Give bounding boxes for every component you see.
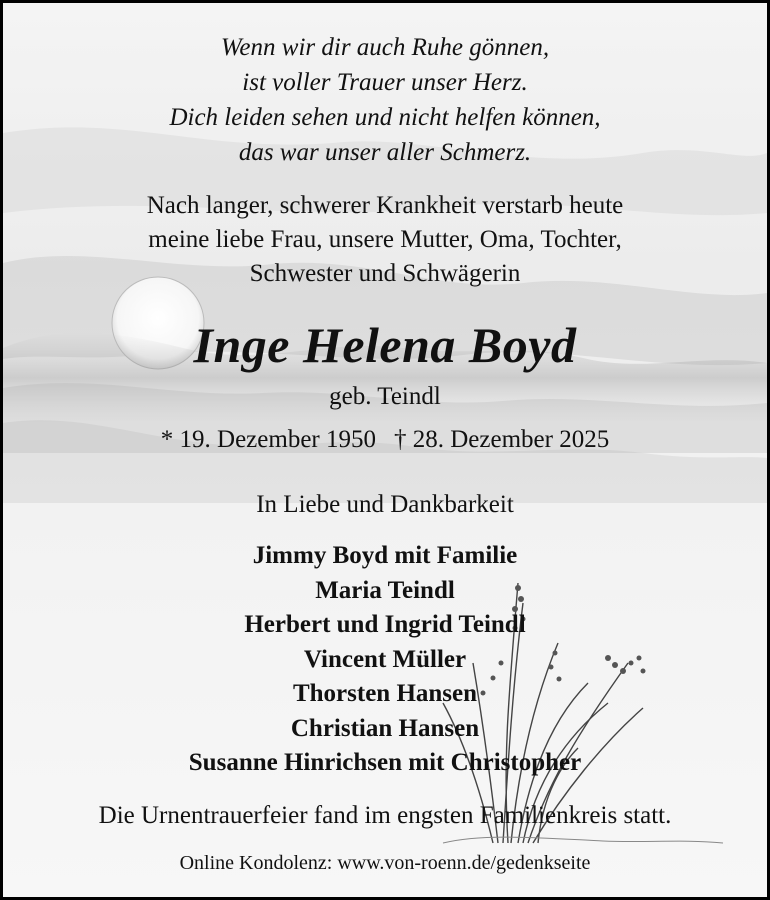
mourner-item: Jimmy Boyd mit Familie <box>252 542 518 569</box>
mourner-item: Thorsten Hansen <box>292 680 478 707</box>
online-condolence: Online Kondolenz: www.von-roenn.de/gedenkseite <box>179 852 591 874</box>
announcement-line: Schwester und Schwägerin <box>249 260 521 287</box>
mourner-item: Susanne Hinrichsen mit Christopher <box>188 749 582 776</box>
ceremony-note: Die Urnentrauerfeier fand im engsten Familienkreis statt. <box>98 802 672 829</box>
mourner-item: Vincent Müller <box>303 645 467 673</box>
mourner-item: Maria Teindl <box>315 576 455 604</box>
life-dates <box>3 423 767 457</box>
gratitude-line: In Liebe und Dankbarkeit <box>256 491 514 518</box>
birth-date: * 19. Dezember 1950 <box>160 426 376 453</box>
mourner-item: Herbert und Ingrid Teindl <box>244 611 526 638</box>
mourners-list <box>3 539 767 781</box>
maiden-name: geb. Teindl <box>329 383 441 410</box>
poem-line: ist voller Trauer unser Herz. <box>242 69 528 96</box>
death-announcement <box>3 189 767 291</box>
poem-line: Wenn wir dir auch Ruhe gönnen, <box>220 34 550 61</box>
memorial-poem <box>3 30 767 170</box>
announcement-line: meine liebe Frau, unsere Mutter, Oma, Tochter, <box>148 226 622 253</box>
deceased-name: Inge Helena Boyd <box>193 317 577 373</box>
mourner-item: Christian Hansen <box>290 714 480 742</box>
announcement-line: Nach langer, schwerer Krankheit verstarb heute <box>146 192 624 219</box>
poem-line: das war unser aller Schmerz. <box>238 139 532 166</box>
poem-line: Dich leiden sehen und nicht helfen können, <box>169 104 601 131</box>
death-date: † 28. Dezember 2025 <box>394 426 610 453</box>
